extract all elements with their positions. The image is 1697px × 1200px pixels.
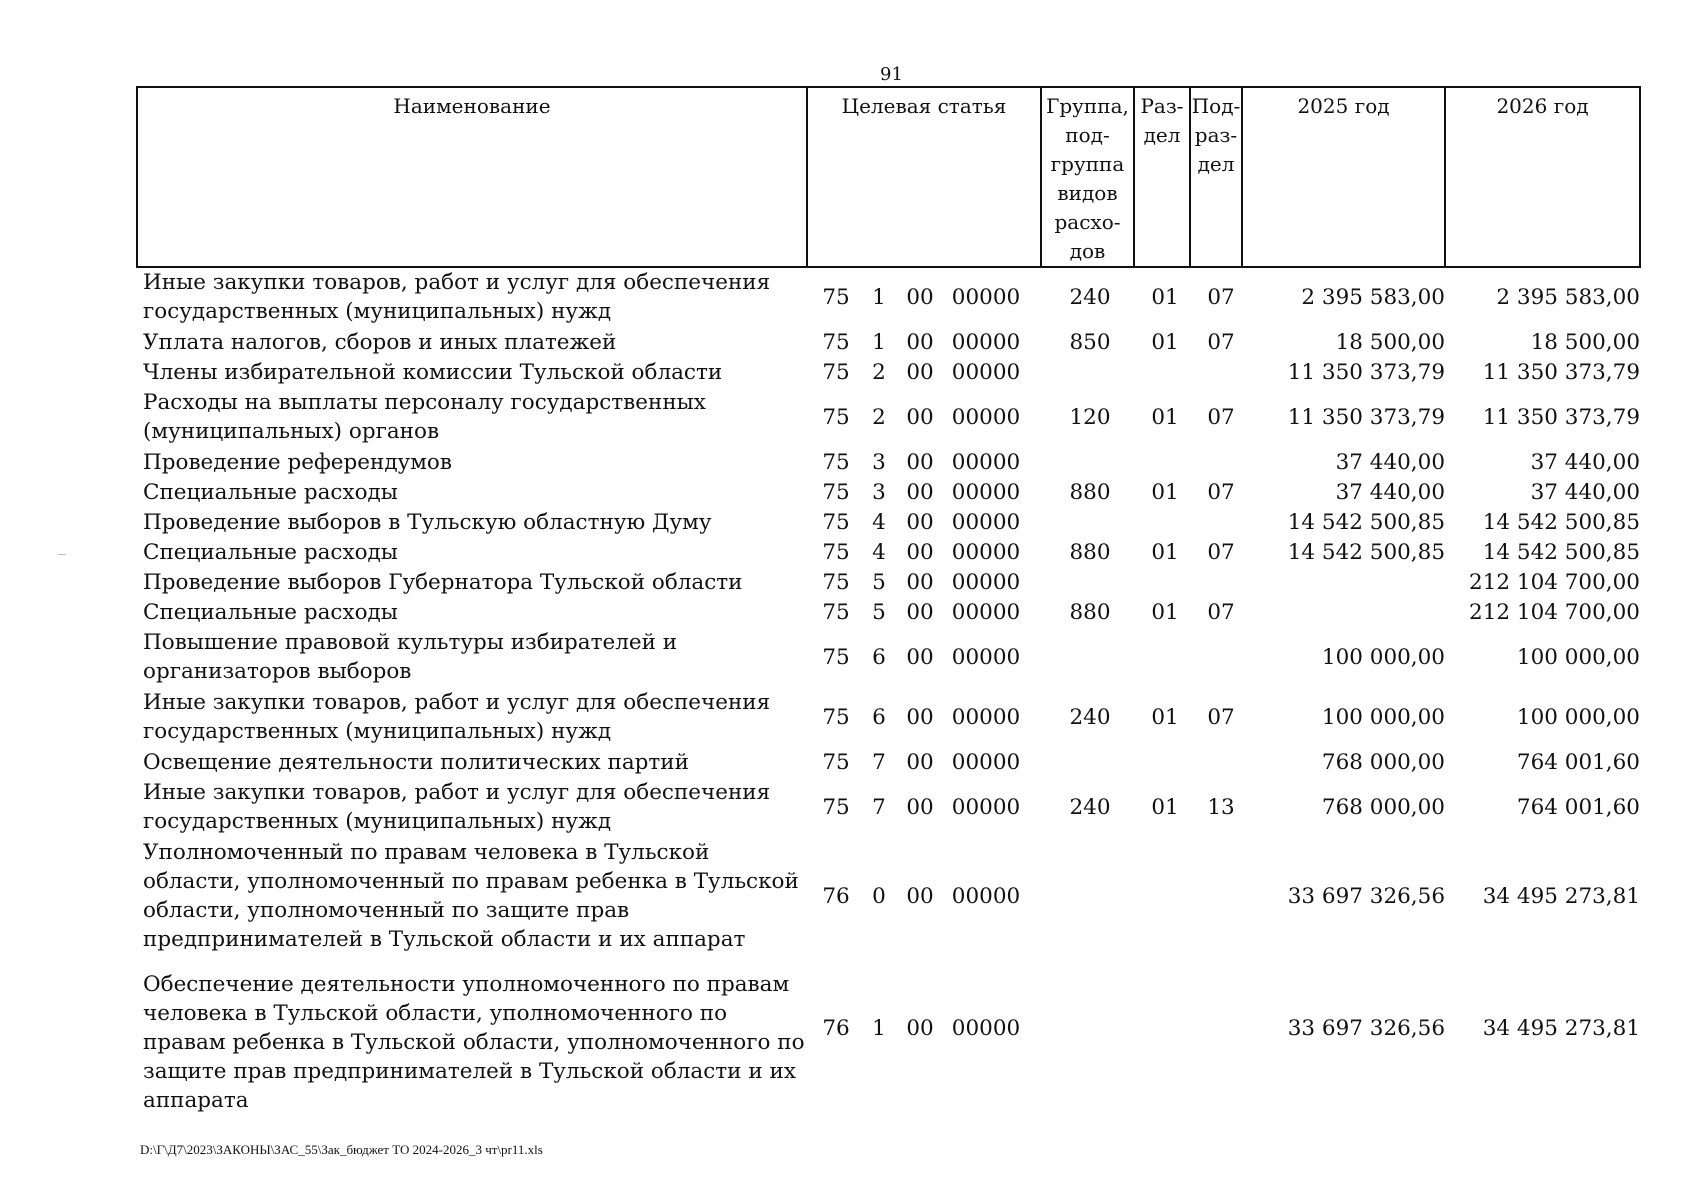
file-path-footer: D:\Г\Д7\2023\ЗАКОНЫ\ЗАС_55\Зак_бюджет ТО 2024-2026_3 чт\pr11.xls bbox=[140, 1142, 543, 1157]
table-row bbox=[140, 388, 1640, 446]
cell-c4: 00000 bbox=[951, 644, 1021, 670]
cell-c2: 4 bbox=[872, 510, 886, 535]
table-row bbox=[140, 328, 1640, 357]
table-row bbox=[140, 838, 1640, 954]
cell-c2: 4 bbox=[872, 540, 886, 565]
cell-c1: 75 bbox=[822, 510, 850, 535]
cell-c3: 00 bbox=[906, 510, 934, 535]
cell-sec: 01 bbox=[1151, 480, 1179, 505]
table-row bbox=[140, 778, 1640, 836]
cell-c2: 1 bbox=[872, 284, 886, 310]
cell-c3: 00 bbox=[906, 480, 934, 505]
cell-c3: 00 bbox=[906, 794, 934, 820]
cell-sec: 01 bbox=[1151, 600, 1179, 625]
table-row bbox=[140, 568, 1640, 597]
row-name: Проведение выборов Губернатора Тульской области bbox=[143, 570, 743, 595]
cell-c2: 0 bbox=[872, 883, 886, 909]
cell-v2026: 100 000,00 bbox=[1516, 704, 1640, 730]
cell-c2: 5 bbox=[872, 570, 886, 595]
cell-c4: 00000 bbox=[951, 404, 1021, 430]
row-name: Освещение деятельности политических партий bbox=[143, 750, 689, 775]
cell-c4: 00000 bbox=[951, 1015, 1021, 1041]
header-subsection: Под- раз- дел bbox=[1191, 88, 1243, 266]
cell-c3: 00 bbox=[906, 570, 934, 595]
row-name: Иные закупки товаров, работ и услуг для обеспечения государственных (муниципальных) нужд bbox=[143, 270, 771, 324]
cell-c1: 75 bbox=[822, 570, 850, 595]
cell-c3: 00 bbox=[906, 330, 934, 355]
cell-v2026: 34 495 273,81 bbox=[1482, 883, 1640, 909]
row-name: Проведение референдумов bbox=[143, 450, 452, 475]
cell-v2026: 212 104 700,00 bbox=[1469, 600, 1640, 625]
cell-v2025: 100 000,00 bbox=[1321, 644, 1445, 670]
cell-c2: 5 bbox=[872, 600, 886, 625]
cell-sub: 07 bbox=[1207, 330, 1235, 355]
cell-c1: 75 bbox=[822, 480, 850, 505]
cell-c1: 75 bbox=[822, 794, 850, 820]
row-name: Уплата налогов, сборов и иных платежей bbox=[143, 330, 617, 355]
row-name: Повышение правовой культуры избирателей и организаторов выборов bbox=[143, 630, 678, 684]
cell-c3: 00 bbox=[906, 750, 934, 775]
cell-sub: 07 bbox=[1207, 540, 1235, 565]
cell-c1: 75 bbox=[822, 644, 850, 670]
cell-c4: 00000 bbox=[951, 794, 1021, 820]
cell-c4: 00000 bbox=[951, 330, 1021, 355]
cell-c3: 00 bbox=[906, 284, 934, 310]
cell-sec: 01 bbox=[1151, 284, 1179, 310]
cell-c1: 76 bbox=[822, 1015, 850, 1041]
cell-c3: 00 bbox=[906, 1015, 934, 1041]
cell-sec: 01 bbox=[1151, 540, 1179, 565]
cell-c2: 3 bbox=[872, 480, 886, 505]
cell-c1: 75 bbox=[822, 450, 850, 475]
row-name: Обеспечение деятельности уполномоченного по правам человека в Тульской области, уполномоченного по правам ребенка в Тульской области, уполномоченного по защите прав предпринимателей в Тульской области и их аппарата bbox=[143, 972, 805, 1113]
cell-c3: 00 bbox=[906, 600, 934, 625]
cell-v2025: 14 542 500,85 bbox=[1287, 510, 1445, 535]
cell-grp: 240 bbox=[1069, 794, 1111, 820]
cell-c2: 1 bbox=[872, 330, 886, 355]
cell-c4: 00000 bbox=[951, 704, 1021, 730]
row-name: Уполномоченный по правам человека в Тульской области, уполномоченный по правам ребенка в Тульской области, уполномоченный по защите прав предпринимателей в Тульской области и их аппарат bbox=[143, 840, 799, 952]
scan-mark bbox=[58, 554, 66, 555]
table-header bbox=[136, 86, 1641, 268]
cell-c4: 00000 bbox=[951, 450, 1021, 475]
cell-c2: 1 bbox=[872, 1015, 886, 1041]
table-row bbox=[140, 448, 1640, 477]
cell-c4: 00000 bbox=[951, 883, 1021, 909]
cell-grp: 240 bbox=[1069, 284, 1111, 310]
table-row bbox=[140, 970, 1640, 1113]
cell-c1: 76 bbox=[822, 883, 850, 909]
cell-v2026: 14 542 500,85 bbox=[1482, 510, 1640, 535]
header-2025: 2025 год bbox=[1243, 88, 1446, 266]
cell-grp: 240 bbox=[1069, 704, 1111, 730]
row-name: Специальные расходы bbox=[143, 600, 398, 625]
cell-c4: 00000 bbox=[951, 480, 1021, 505]
cell-c3: 00 bbox=[906, 883, 934, 909]
cell-v2025: 33 697 326,56 bbox=[1287, 883, 1445, 909]
row-name: Члены избирательной комиссии Тульской области bbox=[143, 360, 723, 385]
cell-v2025: 14 542 500,85 bbox=[1287, 540, 1445, 565]
cell-sub: 13 bbox=[1207, 794, 1235, 820]
cell-sec: 01 bbox=[1151, 330, 1179, 355]
cell-grp: 120 bbox=[1069, 404, 1111, 430]
cell-v2025: 37 440,00 bbox=[1335, 450, 1445, 475]
cell-c1: 75 bbox=[822, 404, 850, 430]
row-name: Специальные расходы bbox=[143, 480, 398, 505]
cell-v2026: 100 000,00 bbox=[1516, 644, 1640, 670]
header-group: Группа, под- группа видов расхо- дов bbox=[1042, 88, 1135, 266]
cell-v2026: 34 495 273,81 bbox=[1482, 1015, 1640, 1041]
cell-c2: 7 bbox=[872, 794, 886, 820]
cell-c1: 75 bbox=[822, 600, 850, 625]
cell-grp: 850 bbox=[1069, 330, 1111, 355]
table-row bbox=[140, 478, 1640, 507]
cell-c4: 00000 bbox=[951, 510, 1021, 535]
row-name: Иные закупки товаров, работ и услуг для обеспечения государственных (муниципальных) нужд bbox=[143, 780, 771, 834]
table-row bbox=[140, 538, 1640, 567]
page-number: 91 bbox=[880, 64, 903, 85]
cell-v2026: 212 104 700,00 bbox=[1469, 570, 1640, 595]
cell-c1: 75 bbox=[822, 330, 850, 355]
header-section: Раз- дел bbox=[1135, 88, 1191, 266]
row-name: Расходы на выплаты персоналу государственных (муниципальных) органов bbox=[143, 390, 706, 444]
row-name: Иные закупки товаров, работ и услуг для обеспечения государственных (муниципальных) нужд bbox=[143, 690, 771, 744]
cell-c4: 00000 bbox=[951, 360, 1021, 385]
cell-v2025: 2 395 583,00 bbox=[1301, 284, 1445, 310]
cell-c4: 00000 bbox=[951, 570, 1021, 595]
cell-c1: 75 bbox=[822, 284, 850, 310]
cell-c2: 6 bbox=[872, 644, 886, 670]
table-row bbox=[140, 508, 1640, 537]
cell-sub: 07 bbox=[1207, 600, 1235, 625]
cell-v2026: 18 500,00 bbox=[1530, 330, 1640, 355]
cell-v2026: 764 001,60 bbox=[1516, 750, 1640, 775]
cell-c1: 75 bbox=[822, 704, 850, 730]
cell-c1: 75 bbox=[822, 540, 850, 565]
header-2026: 2026 год bbox=[1496, 94, 1589, 118]
cell-c2: 2 bbox=[872, 360, 886, 385]
cell-v2026: 764 001,60 bbox=[1516, 794, 1640, 820]
row-name: Специальные расходы bbox=[143, 540, 398, 565]
row-name: Проведение выборов в Тульскую областную Думу bbox=[143, 510, 712, 535]
table-row bbox=[140, 628, 1640, 686]
cell-grp: 880 bbox=[1069, 480, 1111, 505]
cell-v2026: 37 440,00 bbox=[1530, 480, 1640, 505]
table-row bbox=[140, 268, 1640, 326]
header-name: Наименование bbox=[138, 88, 808, 266]
cell-c4: 00000 bbox=[951, 750, 1021, 775]
cell-v2025: 33 697 326,56 bbox=[1287, 1015, 1445, 1041]
cell-v2025: 768 000,00 bbox=[1321, 794, 1445, 820]
cell-c4: 00000 bbox=[951, 284, 1021, 310]
cell-sub: 07 bbox=[1207, 404, 1235, 430]
table-row bbox=[140, 688, 1640, 746]
cell-c3: 00 bbox=[906, 404, 934, 430]
cell-c3: 00 bbox=[906, 360, 934, 385]
cell-c3: 00 bbox=[906, 450, 934, 475]
cell-c4: 00000 bbox=[951, 600, 1021, 625]
cell-v2025: 768 000,00 bbox=[1321, 750, 1445, 775]
cell-c1: 75 bbox=[822, 750, 850, 775]
header-target: Целевая статья bbox=[808, 88, 1042, 266]
cell-grp: 880 bbox=[1069, 600, 1111, 625]
table-row bbox=[140, 748, 1640, 777]
cell-v2025: 18 500,00 bbox=[1335, 330, 1445, 355]
cell-c3: 00 bbox=[906, 704, 934, 730]
cell-c1: 75 bbox=[822, 360, 850, 385]
cell-c3: 00 bbox=[906, 644, 934, 670]
cell-c3: 00 bbox=[906, 540, 934, 565]
cell-v2026: 2 395 583,00 bbox=[1496, 284, 1640, 310]
cell-v2026: 37 440,00 bbox=[1530, 450, 1640, 475]
cell-v2025: 11 350 373,79 bbox=[1287, 404, 1445, 430]
cell-v2026: 11 350 373,79 bbox=[1482, 360, 1640, 385]
cell-sec: 01 bbox=[1151, 704, 1179, 730]
cell-sec: 01 bbox=[1151, 794, 1179, 820]
cell-v2025: 100 000,00 bbox=[1321, 704, 1445, 730]
cell-sub: 07 bbox=[1207, 480, 1235, 505]
cell-sub: 07 bbox=[1207, 284, 1235, 310]
cell-v2025: 11 350 373,79 bbox=[1287, 360, 1445, 385]
cell-c4: 00000 bbox=[951, 540, 1021, 565]
cell-v2025: 37 440,00 bbox=[1335, 480, 1445, 505]
cell-c2: 3 bbox=[872, 450, 886, 475]
cell-sec: 01 bbox=[1151, 404, 1179, 430]
cell-c2: 6 bbox=[872, 704, 886, 730]
cell-grp: 880 bbox=[1069, 540, 1111, 565]
cell-c2: 7 bbox=[872, 750, 886, 775]
cell-c2: 2 bbox=[872, 404, 886, 430]
cell-sub: 07 bbox=[1207, 704, 1235, 730]
table-row bbox=[140, 598, 1640, 627]
cell-v2026: 14 542 500,85 bbox=[1482, 540, 1640, 565]
table-row bbox=[140, 358, 1640, 387]
cell-v2026: 11 350 373,79 bbox=[1482, 404, 1640, 430]
